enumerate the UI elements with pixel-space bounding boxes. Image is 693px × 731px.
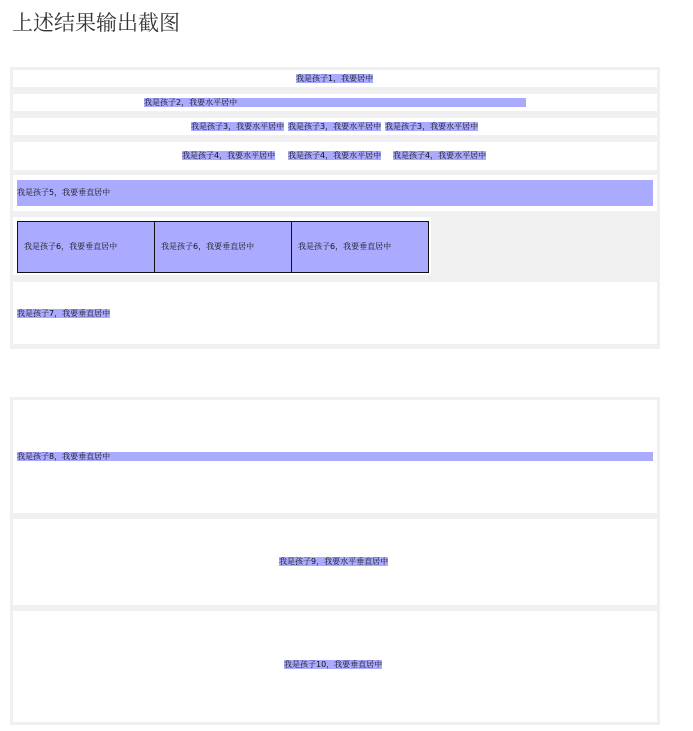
row-child6 — [13, 217, 431, 275]
child3-text-2: 我是孩子3，我要水平居中 — [288, 122, 382, 131]
row-child1 — [13, 70, 657, 87]
child10-text: 我是孩子10，我要垂直居中 — [284, 660, 383, 669]
child6-cell-2 — [154, 221, 292, 273]
row-child9 — [13, 519, 657, 605]
child8-box — [17, 452, 653, 461]
child6-text-3: 我是孩子6，我要垂直居中 — [298, 242, 392, 251]
child4-text-3: 我是孩子4，我要水平居中 — [393, 151, 487, 160]
child4-text-2: 我是孩子4，我要水平居中 — [288, 151, 382, 160]
child5-text: 我是孩子5，我要垂直居中 — [17, 188, 111, 197]
child6-text-1: 我是孩子6，我要垂直居中 — [24, 242, 118, 251]
row-child3 — [13, 118, 657, 135]
child4-text-1: 我是孩子4，我要水平居中 — [182, 151, 276, 160]
child3-text-1: 我是孩子3，我要水平居中 — [191, 122, 285, 131]
row-child4 — [13, 142, 657, 170]
child2-text: 我是孩子2，我要水平居中 — [144, 98, 526, 107]
child3-text-3: 我是孩子3，我要水平居中 — [385, 122, 479, 131]
child6-text-2: 我是孩子6，我要垂直居中 — [161, 242, 255, 251]
child1-text: 我是孩子1，我要居中 — [296, 74, 374, 83]
child5-box — [17, 180, 653, 206]
page-title: 上述结果输出截图 — [12, 11, 180, 35]
child7-text: 我是孩子7，我要垂直居中 — [17, 309, 111, 318]
demo-panel-1 — [10, 67, 660, 349]
child9-text: 我是孩子9，我要水平垂直居中 — [279, 557, 389, 566]
child8-text: 我是孩子8，我要垂直居中 — [17, 452, 111, 461]
demo-panel-2 — [10, 397, 660, 725]
child6-cell-1 — [17, 221, 155, 273]
row-child5 — [13, 175, 657, 211]
row-child8 — [13, 400, 657, 513]
row-child7 — [13, 282, 657, 344]
child6-cell-3 — [291, 221, 429, 273]
row-child10 — [13, 611, 657, 722]
row-child2 — [13, 94, 657, 111]
